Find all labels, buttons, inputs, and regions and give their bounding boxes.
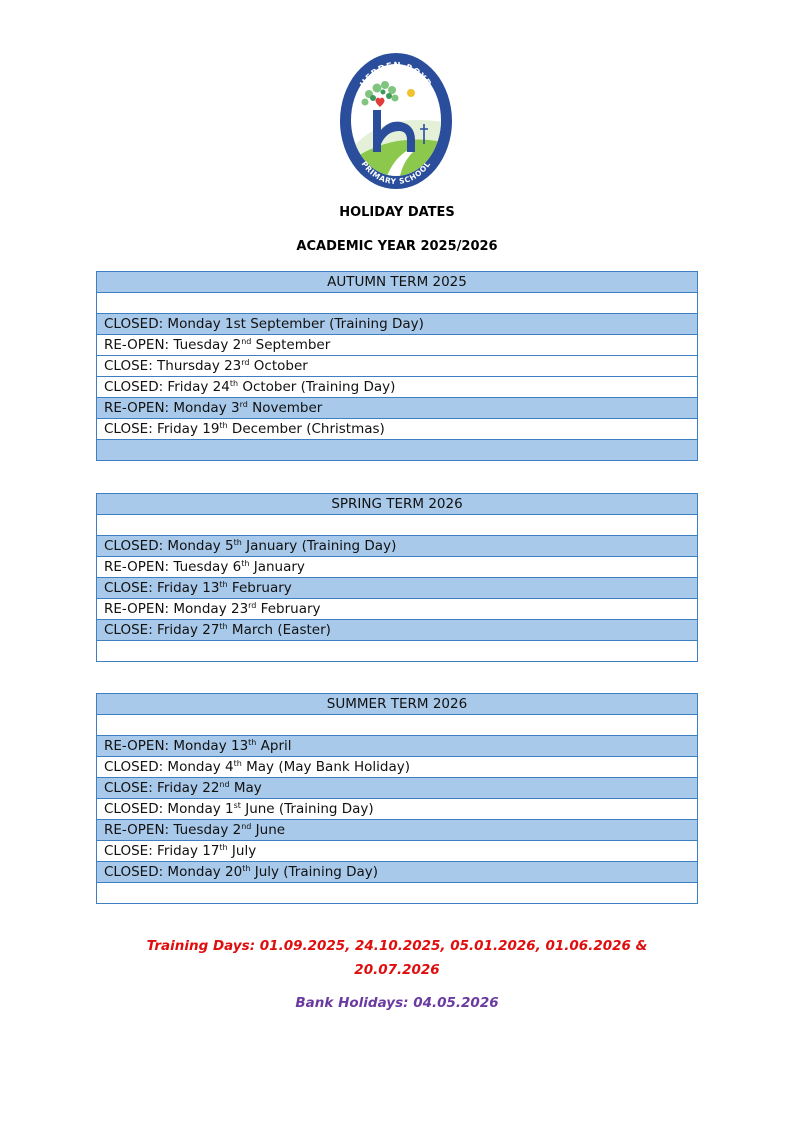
- date-row: CLOSE: Friday 22nd May: [97, 778, 698, 799]
- date-row: CLOSED: Monday 20th July (Training Day): [97, 862, 698, 883]
- date-row: CLOSED: Monday 4th May (May Bank Holiday): [97, 757, 698, 778]
- training-days-note: Training Days: 01.09.2025, 24.10.2025, 05.01.2026, 01.06.2026 & 20.07.2026: [146, 938, 648, 978]
- bank-holidays-note: Bank Holidays: 04.05.2026: [295, 995, 499, 1011]
- term-header: AUTUMN TERM 2025: [97, 272, 698, 293]
- academic-year-subtitle: ACADEMIC YEAR 2025/2026: [296, 239, 498, 254]
- date-row: CLOSE: Thursday 23rd October: [97, 356, 698, 377]
- svg-text:HEBDEN ROYD: HEBDEN ROYD: [358, 60, 434, 90]
- date-row: RE-OPEN: Tuesday 2nd September: [97, 335, 698, 356]
- date-row: CLOSED: Monday 1st June (Training Day): [97, 799, 698, 820]
- date-row: CLOSED: Friday 24th October (Training Day): [97, 377, 698, 398]
- term-header: SUMMER TERM 2026: [97, 694, 698, 715]
- term-header: SPRING TERM 2026: [97, 494, 698, 515]
- svg-text:CofE: CofE: [355, 105, 363, 119]
- blank-row: [97, 440, 698, 461]
- page-title: HOLIDAY DATES: [339, 205, 455, 220]
- blank-row: [97, 515, 698, 536]
- date-row: RE-OPEN: Monday 13th April: [97, 736, 698, 757]
- date-row: RE-OPEN: Tuesday 2nd June: [97, 820, 698, 841]
- school-logo: [339, 52, 453, 190]
- summer-term-table: [96, 693, 698, 904]
- date-row: CLOSE: Friday 19th December (Christmas): [97, 419, 698, 440]
- spring-term-table: [96, 493, 698, 662]
- blank-row: [97, 293, 698, 314]
- autumn-term-table: [96, 271, 698, 461]
- date-row: CLOSED: Monday 5th January (Training Day): [97, 536, 698, 557]
- date-row: RE-OPEN: Monday 23rd February: [97, 599, 698, 620]
- date-row: CLOSE: Friday 17th July: [97, 841, 698, 862]
- blank-row: [97, 715, 698, 736]
- blank-row: [97, 883, 698, 904]
- date-row: CLOSED: Monday 1st September (Training Day): [97, 314, 698, 335]
- date-row: CLOSE: Friday 13th February: [97, 578, 698, 599]
- date-row: RE-OPEN: Tuesday 6th January: [97, 557, 698, 578]
- svg-text:PRIMARY SCHOOL: PRIMARY SCHOOL: [359, 159, 433, 187]
- blank-row: [97, 641, 698, 662]
- date-row: CLOSE: Friday 27th March (Easter): [97, 620, 698, 641]
- date-row: RE-OPEN: Monday 3rd November: [97, 398, 698, 419]
